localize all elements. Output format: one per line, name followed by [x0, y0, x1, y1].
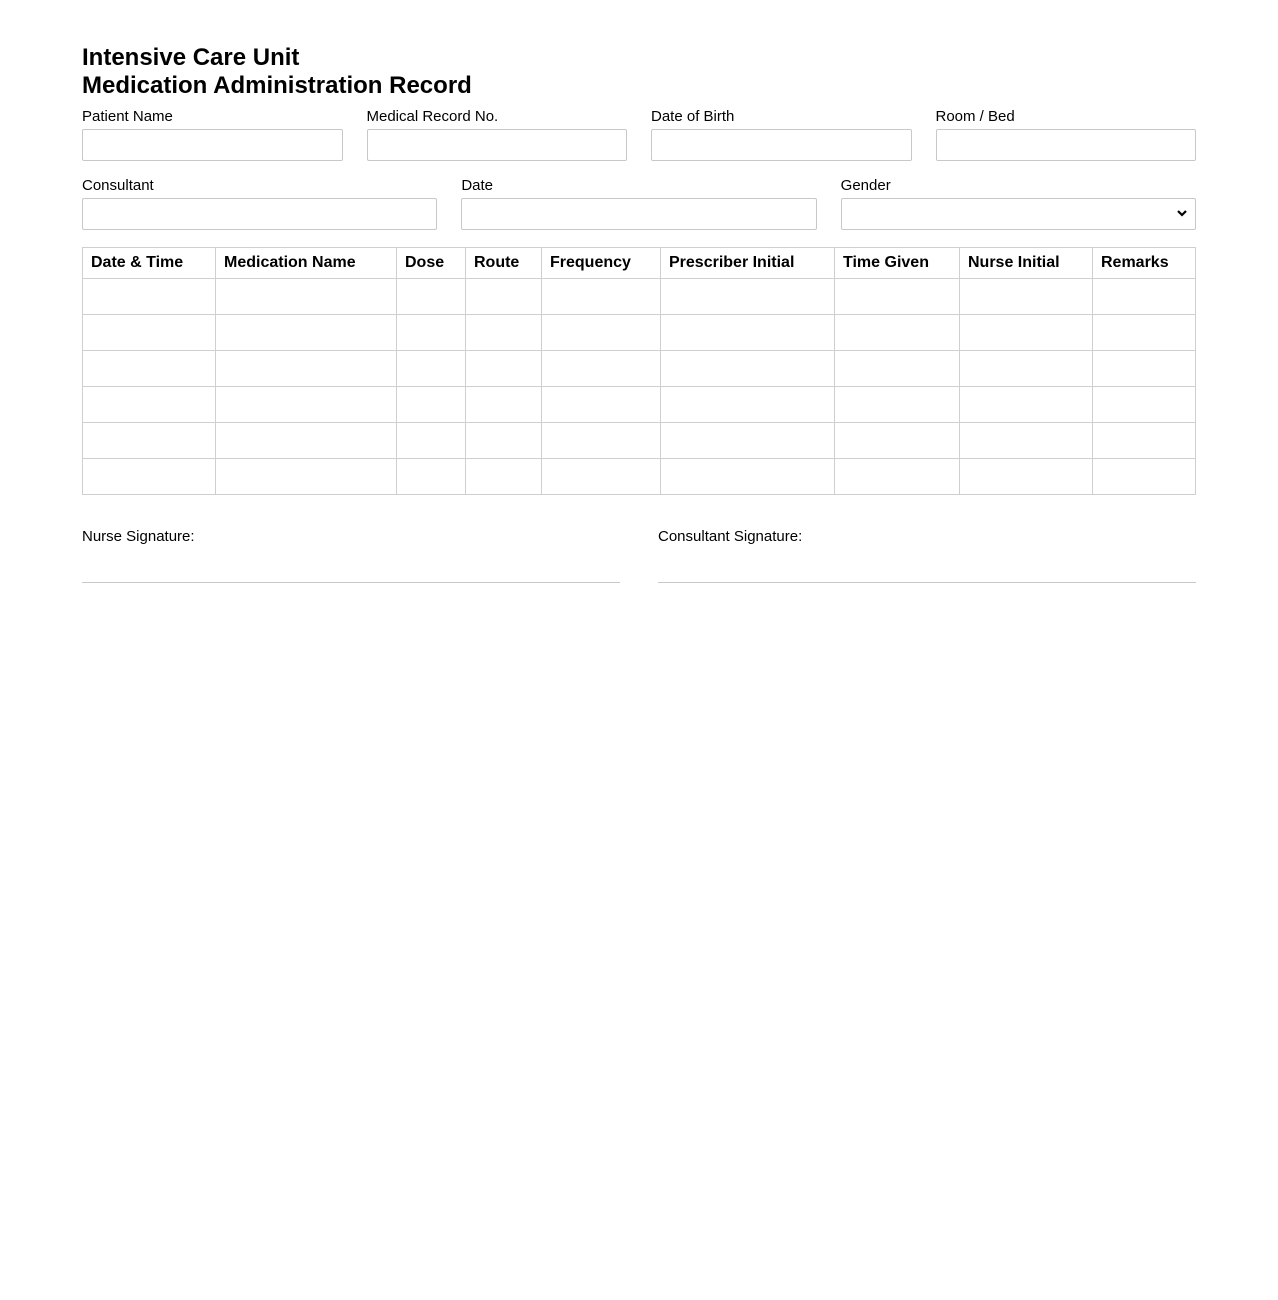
- col-remarks: Remarks: [1093, 248, 1196, 279]
- gender-select[interactable]: [841, 198, 1196, 230]
- table-cell[interactable]: [397, 279, 466, 315]
- table-row: [83, 387, 1196, 423]
- patient-name-field-group: [82, 108, 343, 161]
- table-cell[interactable]: [835, 387, 960, 423]
- table-row: [83, 351, 1196, 387]
- table-cell[interactable]: [835, 459, 960, 495]
- table-cell[interactable]: [835, 279, 960, 315]
- consultant-field-group: [82, 177, 437, 230]
- table-cell[interactable]: [397, 351, 466, 387]
- table-cell[interactable]: [1093, 315, 1196, 351]
- col-dose: Dose: [397, 248, 466, 279]
- table-row: [83, 315, 1196, 351]
- table-cell[interactable]: [466, 387, 542, 423]
- medication-table: [82, 247, 1196, 495]
- table-cell[interactable]: [835, 351, 960, 387]
- table-row: [83, 459, 1196, 495]
- table-cell[interactable]: [960, 351, 1093, 387]
- mar-form: [82, 44, 1196, 583]
- table-cell[interactable]: [960, 315, 1093, 351]
- table-cell[interactable]: [83, 459, 216, 495]
- table-cell[interactable]: [1093, 387, 1196, 423]
- patient-info-row-2: [82, 177, 1196, 230]
- consultant-signature-line[interactable]: [658, 582, 1196, 583]
- table-cell[interactable]: [216, 387, 397, 423]
- consultant-input[interactable]: [82, 198, 437, 230]
- nurse-signature-label: Nurse Signature:: [82, 528, 195, 545]
- signature-section: [82, 528, 1196, 583]
- mrn-field-group: [367, 108, 628, 161]
- table-cell[interactable]: [216, 315, 397, 351]
- table-cell[interactable]: [466, 279, 542, 315]
- table-cell[interactable]: [960, 279, 1093, 315]
- table-cell[interactable]: [661, 387, 835, 423]
- nurse-signature: [82, 528, 620, 583]
- dob-field-group: [651, 108, 912, 161]
- table-cell[interactable]: [542, 351, 661, 387]
- table-cell[interactable]: [1093, 423, 1196, 459]
- table-cell[interactable]: [216, 279, 397, 315]
- table-cell[interactable]: [83, 423, 216, 459]
- col-medication-name: Medication Name: [216, 248, 397, 279]
- table-cell[interactable]: [1093, 459, 1196, 495]
- gender-label: Gender: [840, 177, 891, 194]
- patient-name-input[interactable]: [82, 129, 343, 161]
- date-input[interactable]: [461, 198, 816, 230]
- table-cell[interactable]: [542, 279, 661, 315]
- dob-input[interactable]: [651, 129, 912, 161]
- table-row: [83, 423, 1196, 459]
- chevron-down-icon: [1175, 206, 1189, 220]
- col-prescriber-initial: Prescriber Initial: [661, 248, 835, 279]
- consultant-signature: [658, 528, 1196, 583]
- table-cell[interactable]: [835, 423, 960, 459]
- mrn-label: Medical Record No.: [366, 108, 499, 125]
- gender-field-group: [841, 177, 1196, 230]
- table-cell[interactable]: [83, 279, 216, 315]
- col-date-time: Date & Time: [83, 248, 216, 279]
- consultant-signature-label: Consultant Signature:: [658, 528, 803, 545]
- title-line-2: Medication Administration Record: [82, 72, 472, 99]
- table-cell[interactable]: [960, 423, 1093, 459]
- table-cell[interactable]: [466, 459, 542, 495]
- room-bed-field-group: [936, 108, 1197, 161]
- table-cell[interactable]: [960, 459, 1093, 495]
- table-cell[interactable]: [542, 459, 661, 495]
- col-frequency: Frequency: [542, 248, 661, 279]
- table-cell[interactable]: [397, 459, 466, 495]
- table-cell[interactable]: [960, 387, 1093, 423]
- table-cell[interactable]: [466, 423, 542, 459]
- table-header-row: [83, 248, 1196, 279]
- table-cell[interactable]: [835, 315, 960, 351]
- table-cell[interactable]: [83, 387, 216, 423]
- table-cell[interactable]: [1093, 351, 1196, 387]
- table-cell[interactable]: [661, 315, 835, 351]
- mrn-input[interactable]: [367, 129, 628, 161]
- consultant-label: Consultant: [82, 177, 154, 194]
- table-cell[interactable]: [216, 351, 397, 387]
- table-cell[interactable]: [661, 423, 835, 459]
- table-cell[interactable]: [466, 351, 542, 387]
- date-field-group: [461, 177, 816, 230]
- table-cell[interactable]: [1093, 279, 1196, 315]
- patient-name-label: Patient Name: [82, 108, 173, 125]
- table-cell[interactable]: [216, 423, 397, 459]
- table-cell[interactable]: [397, 423, 466, 459]
- table-cell[interactable]: [542, 423, 661, 459]
- col-time-given: Time Given: [835, 248, 960, 279]
- table-cell[interactable]: [83, 315, 216, 351]
- table-cell[interactable]: [542, 387, 661, 423]
- col-nurse-initial: Nurse Initial: [960, 248, 1093, 279]
- date-label: Date: [461, 177, 494, 194]
- table-cell[interactable]: [542, 315, 661, 351]
- table-cell[interactable]: [466, 315, 542, 351]
- table-cell[interactable]: [661, 351, 835, 387]
- table-row: [83, 279, 1196, 315]
- table-cell[interactable]: [216, 459, 397, 495]
- title-line-1: Intensive Care Unit: [82, 44, 300, 71]
- table-cell[interactable]: [83, 351, 216, 387]
- page-title: [82, 44, 1196, 100]
- room-bed-label: Room / Bed: [935, 108, 1015, 125]
- table-cell[interactable]: [661, 279, 835, 315]
- table-cell[interactable]: [397, 315, 466, 351]
- nurse-signature-line[interactable]: [82, 582, 620, 583]
- room-bed-input[interactable]: [936, 129, 1197, 161]
- patient-info-row-1: [82, 108, 1196, 161]
- table-cell[interactable]: [397, 387, 466, 423]
- dob-label: Date of Birth: [651, 108, 735, 125]
- table-cell[interactable]: [661, 459, 835, 495]
- col-route: Route: [466, 248, 542, 279]
